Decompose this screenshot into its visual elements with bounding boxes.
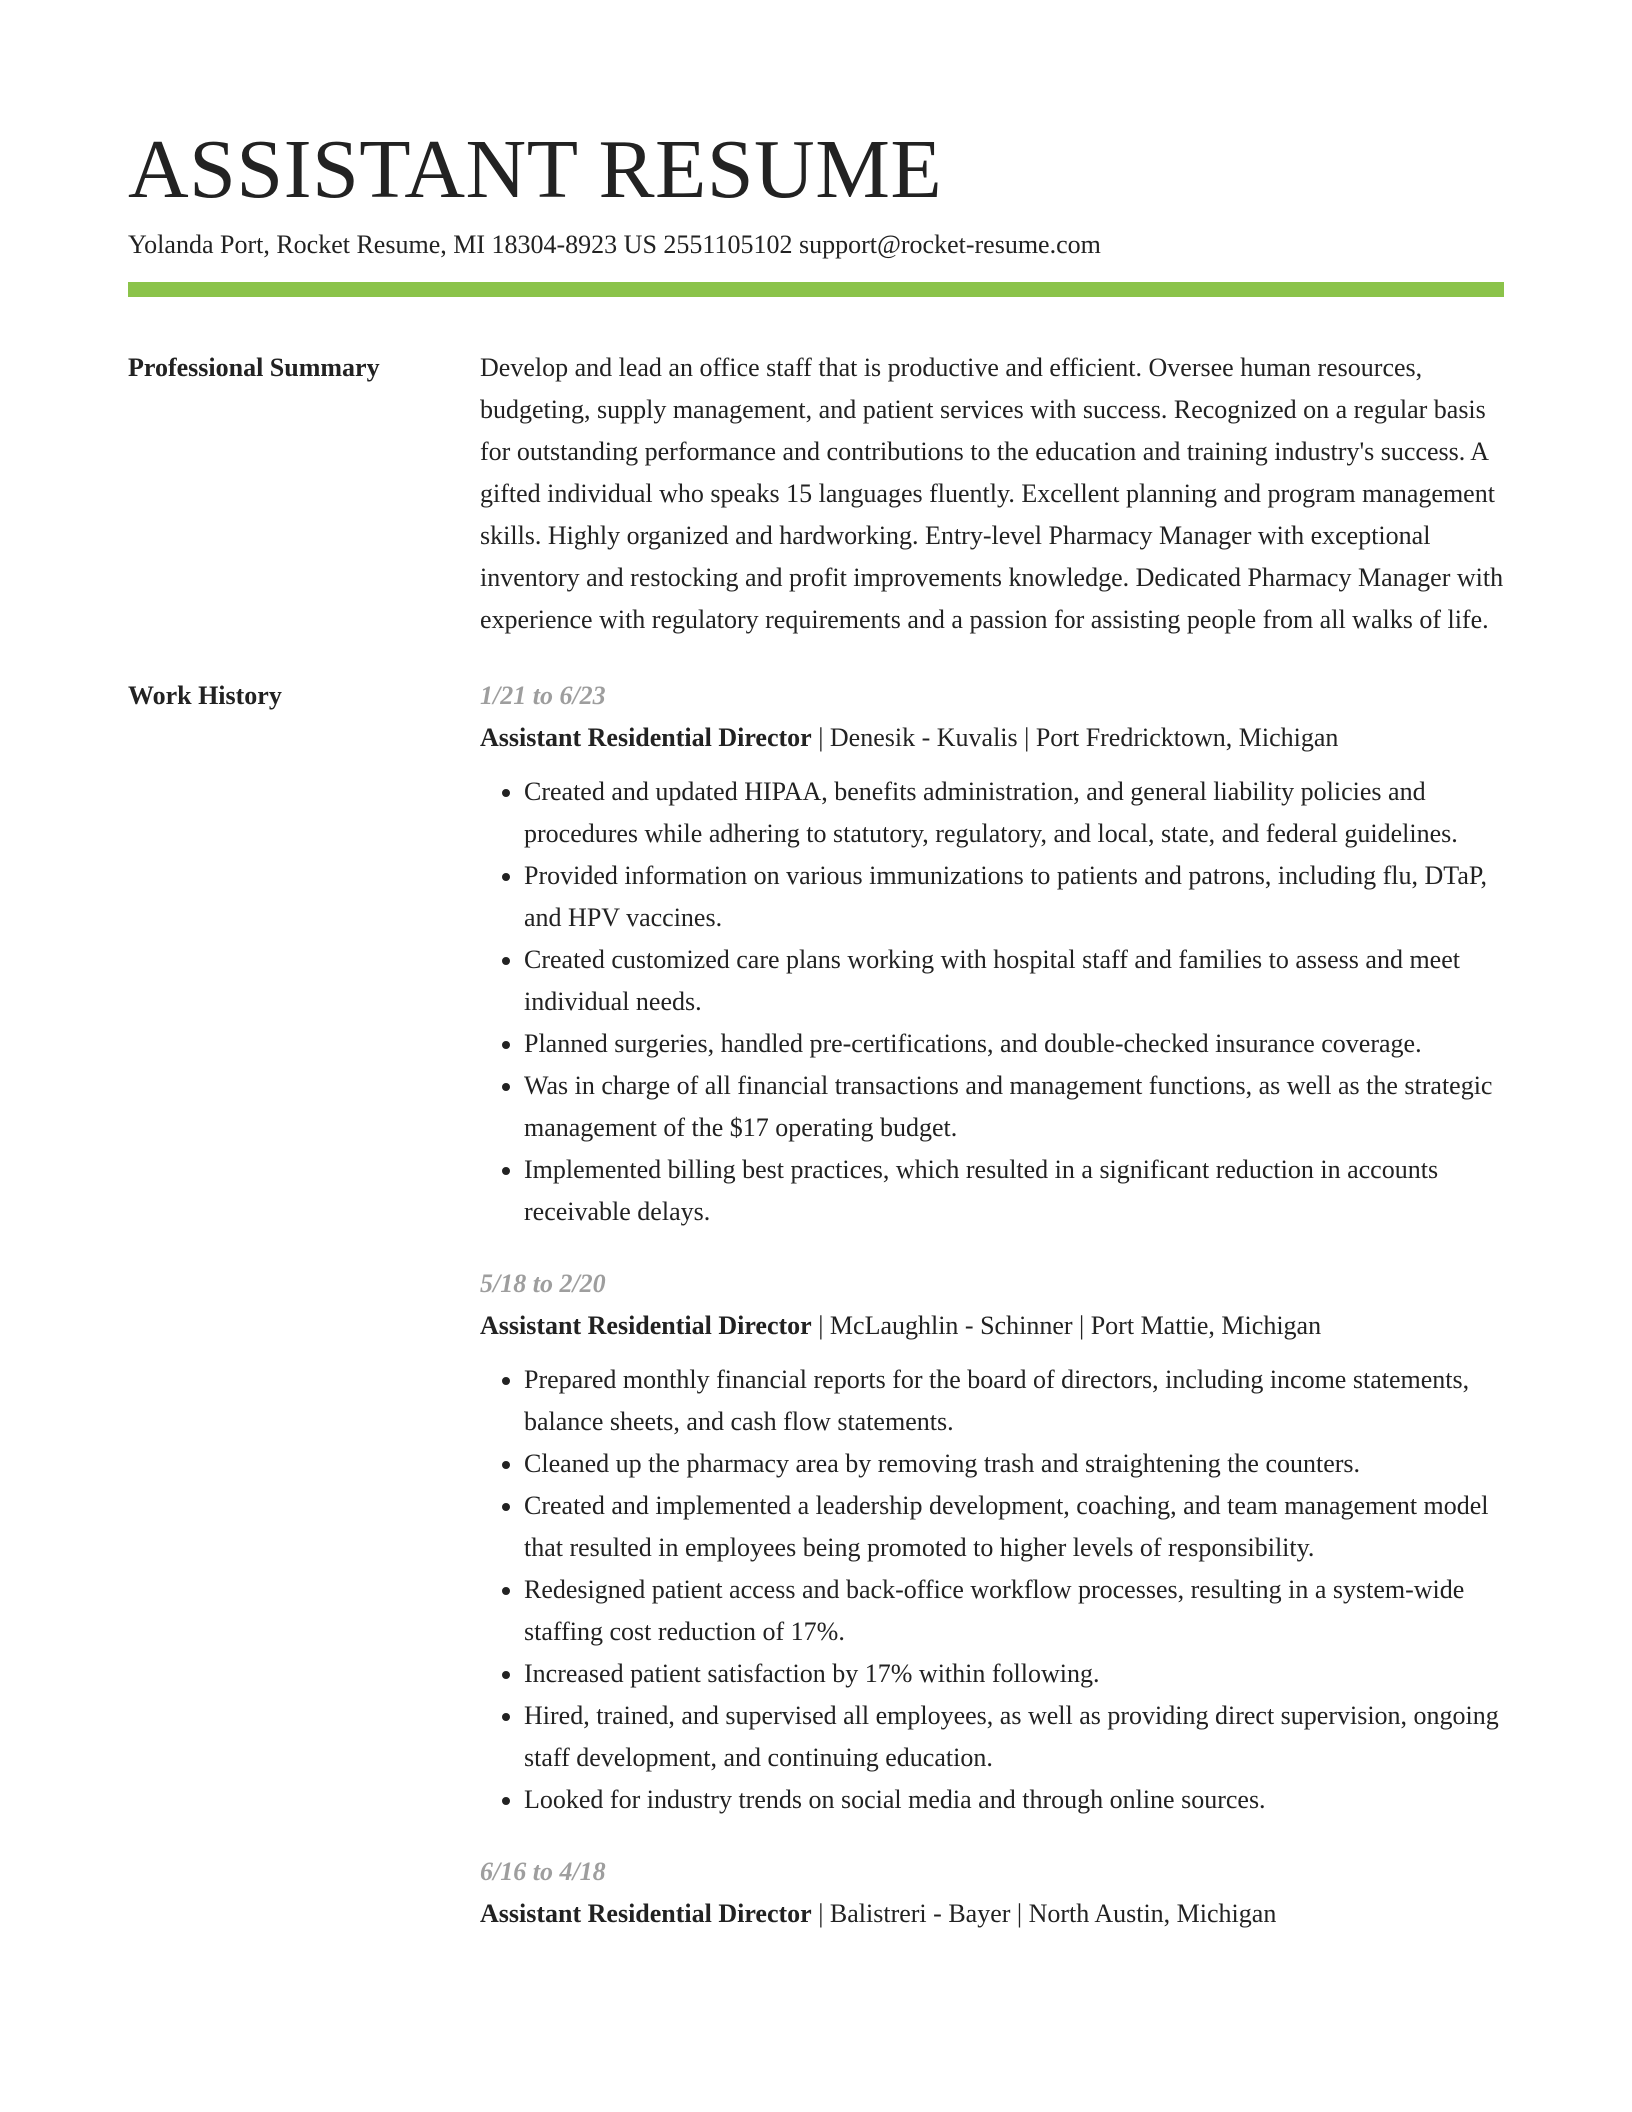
job-dates: 6/16 to 4/18 [480,1857,606,1886]
contact-address: Yolanda Port, Rocket Resume, MI 18304-8923 US [128,230,657,259]
job-bullet-list [480,1359,1504,1821]
job-employer-location: | McLaughlin - Schinner | Port Mattie, Michigan [811,1311,1322,1340]
contact-line [128,228,1504,262]
job-bullet: • Implemented billing best practices, which resulted in a significant reduction in accounts receivable delays. [524,1149,1504,1233]
job-entry [480,1851,1504,1935]
job-heading-line [480,717,1504,759]
job-bullet: • Created customized care plans working with hospital staff and families to assess and meet individual needs. [524,939,1504,1023]
job-bullet: • Provided information on various immunizations to patients and patrons, including flu, DTaP, and HPV vaccines. [524,855,1504,939]
job-bullet: • Created and implemented a leadership development, coaching, and team management model that resulted in employees being promoted to higher levels of responsibility. [524,1485,1504,1569]
resume-page [128,122,1504,1935]
job-heading-line [480,1305,1504,1347]
contact-phone: 2551105102 [663,230,793,259]
job-title: Assistant Residential Director [480,723,812,752]
job-title: Assistant Residential Director [480,1899,812,1928]
job-dates: 5/18 to 2/20 [480,1269,606,1298]
work-history-section [128,675,1504,1935]
job-bullet: • Hired, trained, and supervised all employees, as well as providing direct supervision, ongoing staff development, and continuing education. [524,1695,1504,1779]
summary-section [128,347,1504,641]
job-heading-line [480,1893,1504,1935]
summary-body [480,347,1504,641]
job-entry [480,675,1504,1233]
job-bullet: • Redesigned patient access and back-office workflow processes, resulting in a system-wide staffing cost reduction of 17%. [524,1569,1504,1653]
job-bullet: • Created and updated HIPAA, benefits administration, and general liability policies and procedures while adhering to statutory, regulatory, and local, state, and federal guidelines. [524,771,1504,855]
job-title: Assistant Residential Director [480,1311,812,1340]
summary-text: Develop and lead an office staff that is productive and efficient. Oversee human resources, budgeting, supply management, and patient services with success. Recognized on a regular basis for outstanding performance and contributions to the education and training industry's success. A gifted individual who speaks 15 languages fluently. Excellent planning and program management skills. Highly organized and hardworking. Entry-level Pharmacy Manager with exceptional inventory and restocking and profit improvements knowledge. Dedicated Pharmacy Manager with experience with regulatory requirements and a passion for assisting people from all walks of life. [480,353,1504,634]
accent-divider [128,282,1504,297]
job-bullet: • Prepared monthly financial reports for the board of directors, including income statements, balance sheets, and cash flow statements. [524,1359,1504,1443]
job-bullet: • Increased patient satisfaction by 17% within following. [524,1653,1504,1695]
contact-email: support@rocket-resume.com [798,230,1101,259]
work-history-heading: Work History [128,681,282,710]
resume-title: ASSISTANT RESUME [128,123,943,216]
job-bullet: • Looked for industry trends on social media and through online sources. [524,1779,1504,1821]
summary-heading: Professional Summary [128,353,380,382]
job-bullet: • Was in charge of all financial transactions and management functions, as well as the strategic management of the $17 operating budget. [524,1065,1504,1149]
job-dates: 1/21 to 6/23 [480,681,606,710]
work-history-body [480,675,1504,1935]
job-bullet: • Planned surgeries, handled pre-certifications, and double-checked insurance coverage. [524,1023,1504,1065]
job-employer-location: | Denesik - Kuvalis | Port Fredricktown, Michigan [811,723,1339,752]
job-employer-location: | Balistreri - Bayer | North Austin, Michigan [811,1899,1277,1928]
job-entry [480,1263,1504,1821]
job-bullet-list [480,771,1504,1233]
job-bullet: • Cleaned up the pharmacy area by removing trash and straightening the counters. [524,1443,1504,1485]
